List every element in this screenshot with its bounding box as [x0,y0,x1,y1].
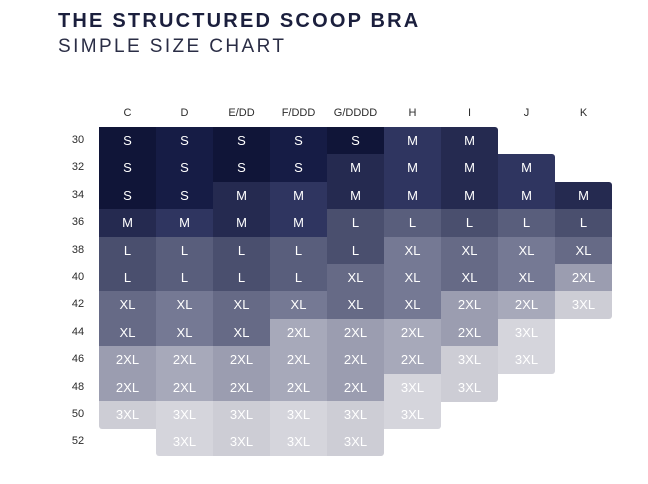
column-header: I [467,107,472,119]
size-cell: 2XL [327,319,384,347]
size-cell: 3XL [270,428,327,456]
row-header: 34 [71,188,85,201]
size-cell: XL [384,264,441,292]
size-cell: XL [99,291,156,319]
size-cell: M [270,209,327,237]
size-cell: 3XL [213,428,270,456]
size-cell: 2XL [156,346,213,374]
size-cell: S [99,154,156,182]
size-cell: M [441,182,498,210]
size-cell: 2XL [99,346,156,374]
size-cell: 3XL [498,319,555,347]
size-cell: 3XL [99,401,156,429]
size-cell: 2XL [270,346,327,374]
size-cell: S [270,154,327,182]
size-cell: XL [384,291,441,319]
size-cell: S [99,127,156,155]
row-header: 46 [71,353,85,366]
size-cell: XL [99,319,156,347]
size-cell: 2XL [441,319,498,347]
size-cell: 2XL [327,346,384,374]
size-cell: L [213,264,270,292]
size-cell: M [441,127,498,155]
column-header: J [523,107,530,119]
row-header: 30 [71,134,85,146]
size-cell: M [498,182,555,210]
size-cell: L [441,209,498,237]
size-cell: 3XL [327,428,384,456]
page-subtitle: SIMPLE SIZE CHART [58,36,287,57]
size-cell: S [213,127,270,155]
size-cell: L [327,237,384,265]
size-cell: M [213,209,270,237]
size-cell: 2XL [99,374,156,402]
size-cell: XL [213,319,270,347]
size-cell: M [498,154,555,182]
size-cell: XL [441,264,498,292]
row-header: 38 [71,243,85,256]
size-cell: XL [555,237,612,265]
size-cell: 3XL [441,374,498,402]
size-cell: 3XL [441,346,498,374]
size-cell: 2XL [270,374,327,402]
size-cell: S [156,154,213,182]
size-cell: XL [156,291,213,319]
size-cell: L [156,264,213,292]
size-cell: XL [156,319,213,347]
size-cell: 2XL [213,374,270,402]
size-cell: L [555,209,612,237]
size-cell: 2XL [384,319,441,347]
size-cell: 3XL [156,401,213,429]
size-cell: L [327,209,384,237]
column-header: K [579,107,588,119]
size-cell: 3XL [270,401,327,429]
size-cell: 2XL [441,291,498,319]
size-cell: 2XL [156,374,213,402]
column-header: D [180,107,189,119]
size-cell: M [384,182,441,210]
size-cell: M [384,154,441,182]
size-cell: 2XL [327,374,384,402]
row-header: 52 [71,435,85,448]
column-header: G/DDDD [333,107,378,119]
size-cell: 3XL [327,401,384,429]
size-cell: S [270,127,327,155]
size-cell: L [270,264,327,292]
size-cell: M [441,154,498,182]
size-cell: S [213,154,270,182]
size-cell: 2XL [498,291,555,319]
size-cell: 3XL [555,291,612,319]
row-header: 36 [71,216,85,229]
size-cell: L [99,264,156,292]
size-cell: S [327,127,384,155]
size-cell: M [156,209,213,237]
size-cell: 2XL [213,346,270,374]
size-cell: L [498,209,555,237]
row-header: 40 [71,271,85,283]
size-cell: XL [498,237,555,265]
size-cell: 2XL [384,346,441,374]
size-cell: M [327,182,384,210]
column-header: C [123,107,132,119]
size-cell: 3XL [156,428,213,456]
size-cell: M [384,127,441,155]
size-cell: L [213,237,270,265]
size-cell: XL [498,264,555,292]
size-cell: XL [384,237,441,265]
row-header: 44 [71,325,85,338]
size-cell: M [99,209,156,237]
size-cell: M [213,182,270,210]
size-cell: XL [327,291,384,319]
column-header: E/DD [228,107,255,119]
size-cell: S [156,127,213,155]
size-cell: L [270,237,327,265]
row-header: 42 [71,298,85,311]
row-header: 48 [71,380,85,393]
size-cell: L [156,237,213,265]
size-cell: S [99,182,156,210]
size-cell: L [99,237,156,265]
size-cell: 3XL [213,401,270,429]
size-cell: 2XL [555,264,612,292]
size-cell: XL [270,291,327,319]
page-title: THE STRUCTURED SCOOP BRA [58,10,421,32]
size-cell: XL [327,264,384,292]
size-cell: 3XL [384,374,441,402]
size-cell: 2XL [270,319,327,347]
size-cell: M [555,182,612,210]
size-cell: XL [213,291,270,319]
row-header: 50 [71,408,85,420]
column-header: F/DDD [281,107,316,119]
column-header: H [408,107,417,119]
size-cell: L [384,209,441,237]
size-cell: 3XL [498,346,555,374]
size-cell: S [156,182,213,210]
row-header: 32 [71,161,85,174]
size-cell: M [270,182,327,210]
size-cell: 3XL [384,401,441,429]
size-cell: M [327,154,384,182]
size-cell: XL [441,237,498,265]
